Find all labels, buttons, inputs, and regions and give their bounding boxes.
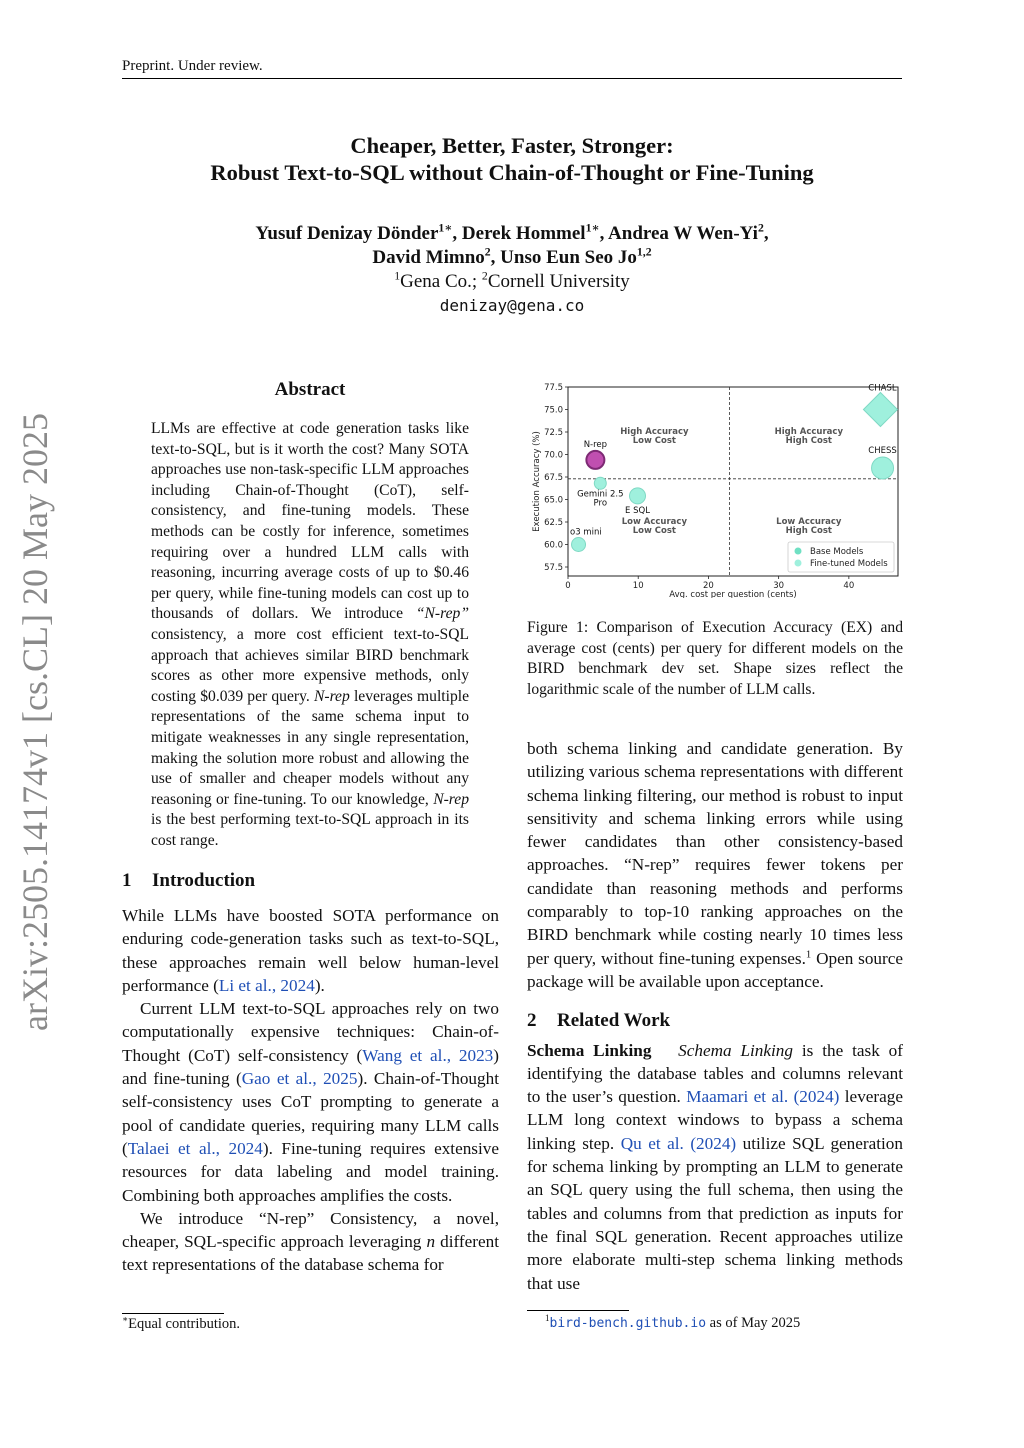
abstract-body: LLMs are effective at code generation tasks like text-to-SQL, but is it worth the cost? Many SOTA approaches use non-task-specific LLM approaches including Chain-of-Thought (CoT), self-consistency, and fine-tuning models. These methods can be costly for inference, sometimes requiring over a hundred LLM calls with reasoning, incurring average costs of up to $0.46 per query, while fine-tuning models can cost up to thousands of dollars. We introduce “N-rep” consistency, a more cost efficient text-to-SQL approach that achieves similar BIRD benchmark scores as other more expensive methods, only costing $0.039 per query. N-rep leverages multiple representations of the same schema input to mitigate weaknesses in any single representation, making the solution more robust and allowing the use of smaller and cheaper models without any reasoning or fine-tuning. To our knowledge, N-rep is the best performing text-to-SQL approach in its cost range. — [151, 420, 469, 849]
y-tick-label: 70.0 — [544, 450, 563, 461]
point-label: Pro — [593, 498, 608, 509]
y-tick-label: 57.5 — [544, 563, 563, 573]
point-label: CHESS — [868, 446, 897, 456]
data-point-diamond — [863, 393, 897, 427]
author-name: , Derek Hommel — [452, 223, 586, 244]
citation-link[interactable]: Gao et al., 2025 — [241, 1069, 358, 1089]
data-point — [572, 538, 586, 552]
contact-email[interactable]: denizay@gena.co — [439, 296, 585, 315]
footnote-mark[interactable]: 1 — [805, 948, 812, 960]
quadrant-label: Low Accuracy — [621, 516, 688, 527]
legend-marker — [795, 548, 802, 555]
y-tick-label: 75.0 — [544, 405, 563, 416]
point-label: E SQL — [625, 505, 650, 516]
author-list: Yusuf Denizay Dönder$^{1∗}$, Derek Hommel$^{1∗}$, Andrea W Wen-Yi$^2$, David Mimno$^2$, Unso Eun Seo Jo$^{1,2}$ — [255, 221, 769, 268]
data-point — [594, 477, 606, 489]
footnote-bird-bench: $^1$bird-bench.github.io as of May 2025 — [545, 1313, 801, 1331]
section-heading-introduction: 1 Introduction — [122, 870, 256, 891]
data-point — [872, 457, 894, 479]
quadrant-label: High Accuracy — [774, 426, 844, 437]
quadrant-label: High Accuracy — [620, 426, 689, 437]
affil-org: Cornell University — [487, 271, 630, 292]
right-column-body — [527, 737, 903, 1295]
citation-link[interactable]: Li et al., 2024 — [218, 975, 315, 995]
legend-label: Fine-tuned Models — [810, 559, 888, 569]
footnote-rule — [527, 1310, 629, 1311]
point-label: CHASL — [868, 383, 897, 394]
paragraph: Current LLM text-to-SQL approaches rely on two computationally expensive techniques: Chain-of-Thought (CoT) self-consistency (Wang et al., 2023) and fine-tuning (Gao et al., 2025). Chain-of-Thought self-consistency uses CoT prompting to generate a pool of candidate queries, requiring many LLM calls (Talaei et al., 2024). Fine-tuning requires extensive resources for data labeling and model training. Combining both approaches amplifies the costs. — [122, 999, 499, 1205]
author-name: , Unso Eun Seo Jo — [490, 247, 637, 268]
citation-link[interactable]: Maamari et al. (2024) — [686, 1087, 840, 1107]
legend-marker — [795, 560, 802, 567]
paragraph: We introduce “N-rep” Consistency, a novel, cheaper, SQL-specific approach leveraging n different text representations of the database schema for — [122, 1208, 499, 1275]
paper-title — [122, 132, 902, 186]
arxiv-stamp: arXiv:2505.14174v1 [cs.CL] 20 May 2025 — [15, 413, 55, 1031]
affil-mark: 2 — [481, 269, 488, 283]
running-header: Preprint. Under review. — [122, 58, 902, 79]
y-tick-label: 67.5 — [544, 473, 563, 483]
section-heading-related-work: 2 Related Work — [527, 1010, 671, 1032]
quadrant-label: Low Cost — [632, 525, 677, 536]
scatter-plot — [520, 378, 906, 598]
point-label: Gemini 2.5 — [577, 489, 624, 500]
y-tick-label: 72.5 — [544, 428, 563, 438]
y-tick-label: 65.0 — [544, 495, 563, 506]
author-name: Yusuf Denizay Dönder — [255, 223, 439, 244]
title-line-2: Robust Text-to-SQL without Chain-of-Thought or Fine-Tuning — [210, 160, 814, 185]
footnote-equal-contribution: ∗Equal contribution. — [122, 1314, 241, 1332]
citation-link[interactable]: Qu et al. (2024) — [620, 1133, 737, 1153]
quadrant-label: Low Accuracy — [776, 516, 842, 527]
quadrant-label: Low Cost — [632, 435, 677, 446]
paragraph: While LLMs have boosted SOTA performance on enduring code-generation tasks such as text-to-SQL, these approaches remain well below human-level performance (Li et al., 2024). — [122, 906, 499, 995]
abstract-heading: Abstract — [274, 379, 346, 400]
citation-link[interactable]: Wang et al., 2023 — [362, 1045, 494, 1065]
footnote-rule — [122, 1313, 224, 1314]
author-name: , Andrea W Wen-Yi — [599, 223, 758, 244]
data-point — [586, 451, 604, 469]
y-tick-label: 62.5 — [544, 518, 563, 528]
x-tick-label: 10 — [632, 581, 644, 591]
quadrant-label: High Cost — [785, 435, 832, 446]
figure-1-chart — [520, 378, 906, 598]
x-tick-label: 40 — [843, 581, 855, 591]
author-affil-mark: 1,2 — [636, 245, 652, 259]
data-point — [630, 488, 646, 504]
author-name: David Mimno — [372, 247, 485, 268]
point-label: N-rep — [583, 439, 608, 450]
author-affil-mark: 1∗ — [438, 221, 453, 235]
point-label: o3 mini — [570, 527, 602, 538]
author-affil-mark: 2 — [757, 221, 764, 235]
x-tick-label: 20 — [703, 581, 714, 591]
footnote-link[interactable]: bird-bench.github.io — [549, 1316, 707, 1331]
quadrant-label: High Cost — [785, 525, 832, 536]
y-tick-label: 60.0 — [544, 540, 563, 551]
x-tick-label: 0 — [565, 581, 571, 591]
affil-mark: 1 — [394, 269, 401, 283]
author-affil-mark: 1∗ — [585, 221, 600, 235]
x-tick-label: 30 — [773, 581, 785, 591]
paragraph: both schema linking and candidate generation. By utilizing various schema representations with different schema linking filtering, our method is robust to input sensitivity and schema linking errors while using fewer candidates than other consistency-based approaches. “N-rep” requires fewer tokens per candidate than reasoning methods and performs comparably to top-10 ranking approaches on the BIRD benchmark while costing nearly 10 times less per query, without fine-tuning expenses.$^1$ Open source package will be available upon acceptance. — [527, 739, 903, 991]
affil-org: Gena Co.; — [400, 271, 482, 292]
x-axis-label: Avg. cost per question (cents) — [669, 590, 797, 598]
legend-label: Base Models — [810, 547, 864, 557]
citation-link[interactable]: Talaei et al., 2024 — [127, 1138, 263, 1158]
affiliations — [122, 270, 902, 294]
y-axis-label: Execution Accuracy (%) — [532, 431, 542, 532]
figure-caption: Figure 1: Comparison of Execution Accuracy (EX) and average cost (cents) per query for different models on the BIRD benchmark dev set. Shape sizes reflect the logarithmic scale of the number of LLM calls. — [527, 619, 903, 698]
author-affil-mark: 2 — [484, 245, 491, 259]
title-line-1: Cheaper, Better, Faster, Stronger: — [350, 133, 674, 158]
paragraph: Schema Linking Schema Linking is the task of identifying the database tables and columns relevant to the user’s question. Maamari et al. (2024) leverage LLM long context windows to bypass a schema linking step. Qu et al. (2024) utilize SQL generation for schema linking by prompting an LLM to generate an SQL query using the full schema, then using the tables and columns from that prediction as inputs for the final SQL generation. Recent approaches utilize more elaborate multi-step schema linking methods that use — [527, 1040, 903, 1293]
y-tick-label: 77.5 — [544, 383, 563, 393]
introduction-body — [122, 904, 499, 1277]
